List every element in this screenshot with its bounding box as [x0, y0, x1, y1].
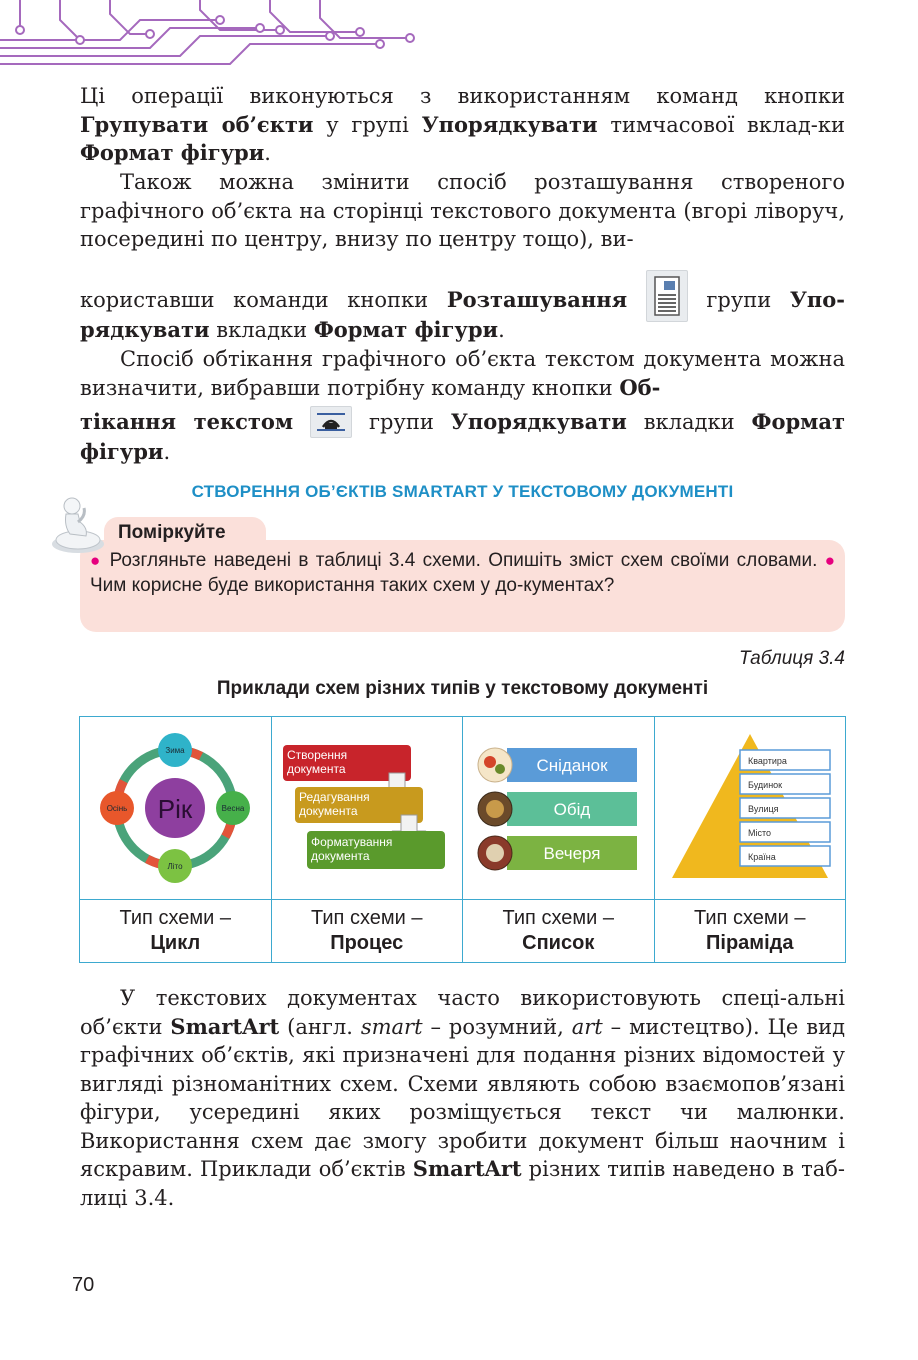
position-button-icon — [646, 270, 688, 322]
text: – розумний, — [422, 1014, 572, 1039]
text: Також можна змінити спосіб розташування створеного графічного об’єкта на сторінці текстового документа (вгорі ліворуч, посередині по центру, внизу по центру тощо), ви- — [80, 170, 845, 251]
scheme-type-label: Тип схеми – — [119, 907, 231, 929]
term-arrange: Упо- — [789, 287, 845, 312]
text: тимчасової вклад-ки — [597, 112, 845, 137]
paragraph-wrap — [80, 345, 845, 402]
paragraph-wrap-end — [80, 438, 845, 467]
process-diagram — [281, 743, 453, 873]
text: різних типів наведено в таб-лиці 3.4. — [80, 1157, 845, 1210]
text: У текстових документах часто використовують спеці-альні об’єкти — [80, 986, 845, 1039]
process-step-label: Редагування — [298, 790, 370, 804]
text: Спосіб обтікання графічного об’єкта текстом документа можна визначити, вибравши потрібну команду кнопки — [80, 347, 845, 400]
term-position: Розташування — [446, 287, 628, 312]
list-item-label: Вечеря — [543, 844, 601, 863]
text: користавши команди кнопки — [80, 288, 447, 312]
paragraph-position — [80, 168, 845, 254]
table-number: Таблиця 3.4 — [738, 648, 845, 669]
pyramid-level-label: Країна — [747, 852, 776, 862]
caption-list — [463, 900, 655, 963]
wrap-text-button-icon — [310, 406, 352, 438]
scheme-type-label: Тип схеми – — [694, 907, 806, 929]
process-step-label: документа — [310, 849, 370, 863]
text: (англ. — [279, 1014, 361, 1039]
process-cell — [271, 717, 463, 900]
scheme-type-label: Тип схеми – — [311, 907, 423, 929]
caption-pyramid — [654, 900, 846, 963]
term-wrap-text: тікання текстом — [80, 409, 294, 434]
text: у групі — [313, 112, 422, 137]
text: – мистецтво). Це вид графічних об’єктів, які призначені для подання різних відомостей у вигляді різноманітних схем. Схеми являють собою взаємопов’язані фігури, усередині яких розміщується текст чи малюнки. Використання схем дає змогу зробити документ більш наочним і яскравим. Приклади об’єктів — [80, 1014, 846, 1181]
caption-process — [271, 900, 463, 963]
process-step-label: Створення — [286, 748, 347, 762]
text: . — [498, 318, 505, 342]
pyramid-level-label: Місто — [747, 828, 771, 838]
cycle-node-label: Зима — [165, 746, 185, 755]
cycle-center-label: Рік — [158, 794, 193, 824]
term-group-objects: Групувати об’єкти — [80, 111, 314, 137]
paragraph-smartart — [80, 984, 845, 1212]
think-label: Поміркуйте — [118, 522, 226, 543]
section-title: СТВОРЕННЯ ОБ’ЄКТІВ SMARTART У ТЕКСТОВОМУ ДОКУМЕНТІ — [191, 482, 734, 501]
process-step-label: документа — [286, 762, 346, 776]
circuit-decoration — [0, 0, 430, 70]
term-shape-format: Формат фігури — [313, 317, 499, 342]
question: Розгляньте наведені в таблиці 3.4 схеми. Опишіть зміст схем своїми словами. — [102, 550, 825, 571]
pyramid-level-label: Вулиця — [747, 804, 779, 814]
text: групи — [369, 410, 451, 434]
term-arrange: рядкувати — [80, 317, 210, 342]
thinker-figure-icon — [48, 494, 110, 556]
term-art: art — [571, 1014, 603, 1039]
page-number: 70 — [72, 1274, 95, 1296]
think-questions — [90, 548, 835, 598]
process-step-label: Форматування — [310, 835, 393, 849]
pyramid-diagram — [662, 728, 838, 888]
scheme-name: Цикл — [150, 932, 201, 954]
term-shape-format: фігури — [80, 439, 164, 464]
term-smartart: SmartArt — [412, 1156, 522, 1181]
text: групи — [706, 288, 790, 312]
list-item-label: Сніданок — [536, 756, 608, 775]
svg-text:Створеннядокумента — [287, 748, 347, 776]
scheme-name: Процес — [330, 932, 404, 954]
process-step-label: документа — [298, 804, 358, 818]
term-shape-format: Формат фігури — [80, 140, 265, 165]
pyramid-level-label: Будинок — [747, 780, 782, 790]
list-item-label: Обід — [553, 800, 591, 819]
question: Чим корисне буде використання таких схем у до-кументах? — [90, 575, 615, 596]
text: вкладки — [209, 318, 314, 342]
text: . — [264, 141, 271, 165]
text: Ці операції виконуються з використанням команд кнопки — [80, 84, 845, 108]
scheme-name: Список — [522, 932, 595, 954]
term-arrange: Упорядкувати — [450, 409, 627, 434]
text: . — [163, 440, 171, 464]
cycle-node-label: Весна — [221, 804, 245, 813]
pyramid-cell — [654, 717, 846, 900]
scheme-name: Піраміда — [706, 932, 794, 954]
bullet: ● — [90, 551, 103, 570]
scheme-type-label: Тип схеми – — [502, 907, 614, 929]
cycle-cell — [80, 717, 272, 900]
bullet: ● — [824, 551, 835, 570]
caption-cycle — [80, 900, 272, 963]
cycle-node-label: Літо — [167, 862, 183, 871]
cycle-node-label: Осінь — [106, 804, 128, 813]
term-wrap-text: Об- — [619, 374, 661, 400]
schemes-table — [79, 716, 846, 963]
cycle-diagram — [90, 733, 260, 883]
paragraph-grouping — [80, 82, 845, 168]
list-diagram — [473, 738, 643, 878]
paragraph-position-end — [80, 316, 845, 345]
table-title: Приклади схем різних типів у текстовому документі — [216, 678, 709, 699]
term-smart: smart — [360, 1014, 423, 1039]
term-shape-format: Формат — [751, 409, 845, 434]
term-smartart: SmartArt — [170, 1013, 280, 1039]
term-arrange: Упорядкувати — [421, 111, 598, 137]
paragraph-wrap-line — [80, 406, 845, 438]
list-cell — [463, 717, 655, 900]
text: вкладки — [626, 410, 752, 434]
paragraph-position-line — [80, 270, 845, 322]
pyramid-level-label: Квартира — [747, 756, 787, 766]
